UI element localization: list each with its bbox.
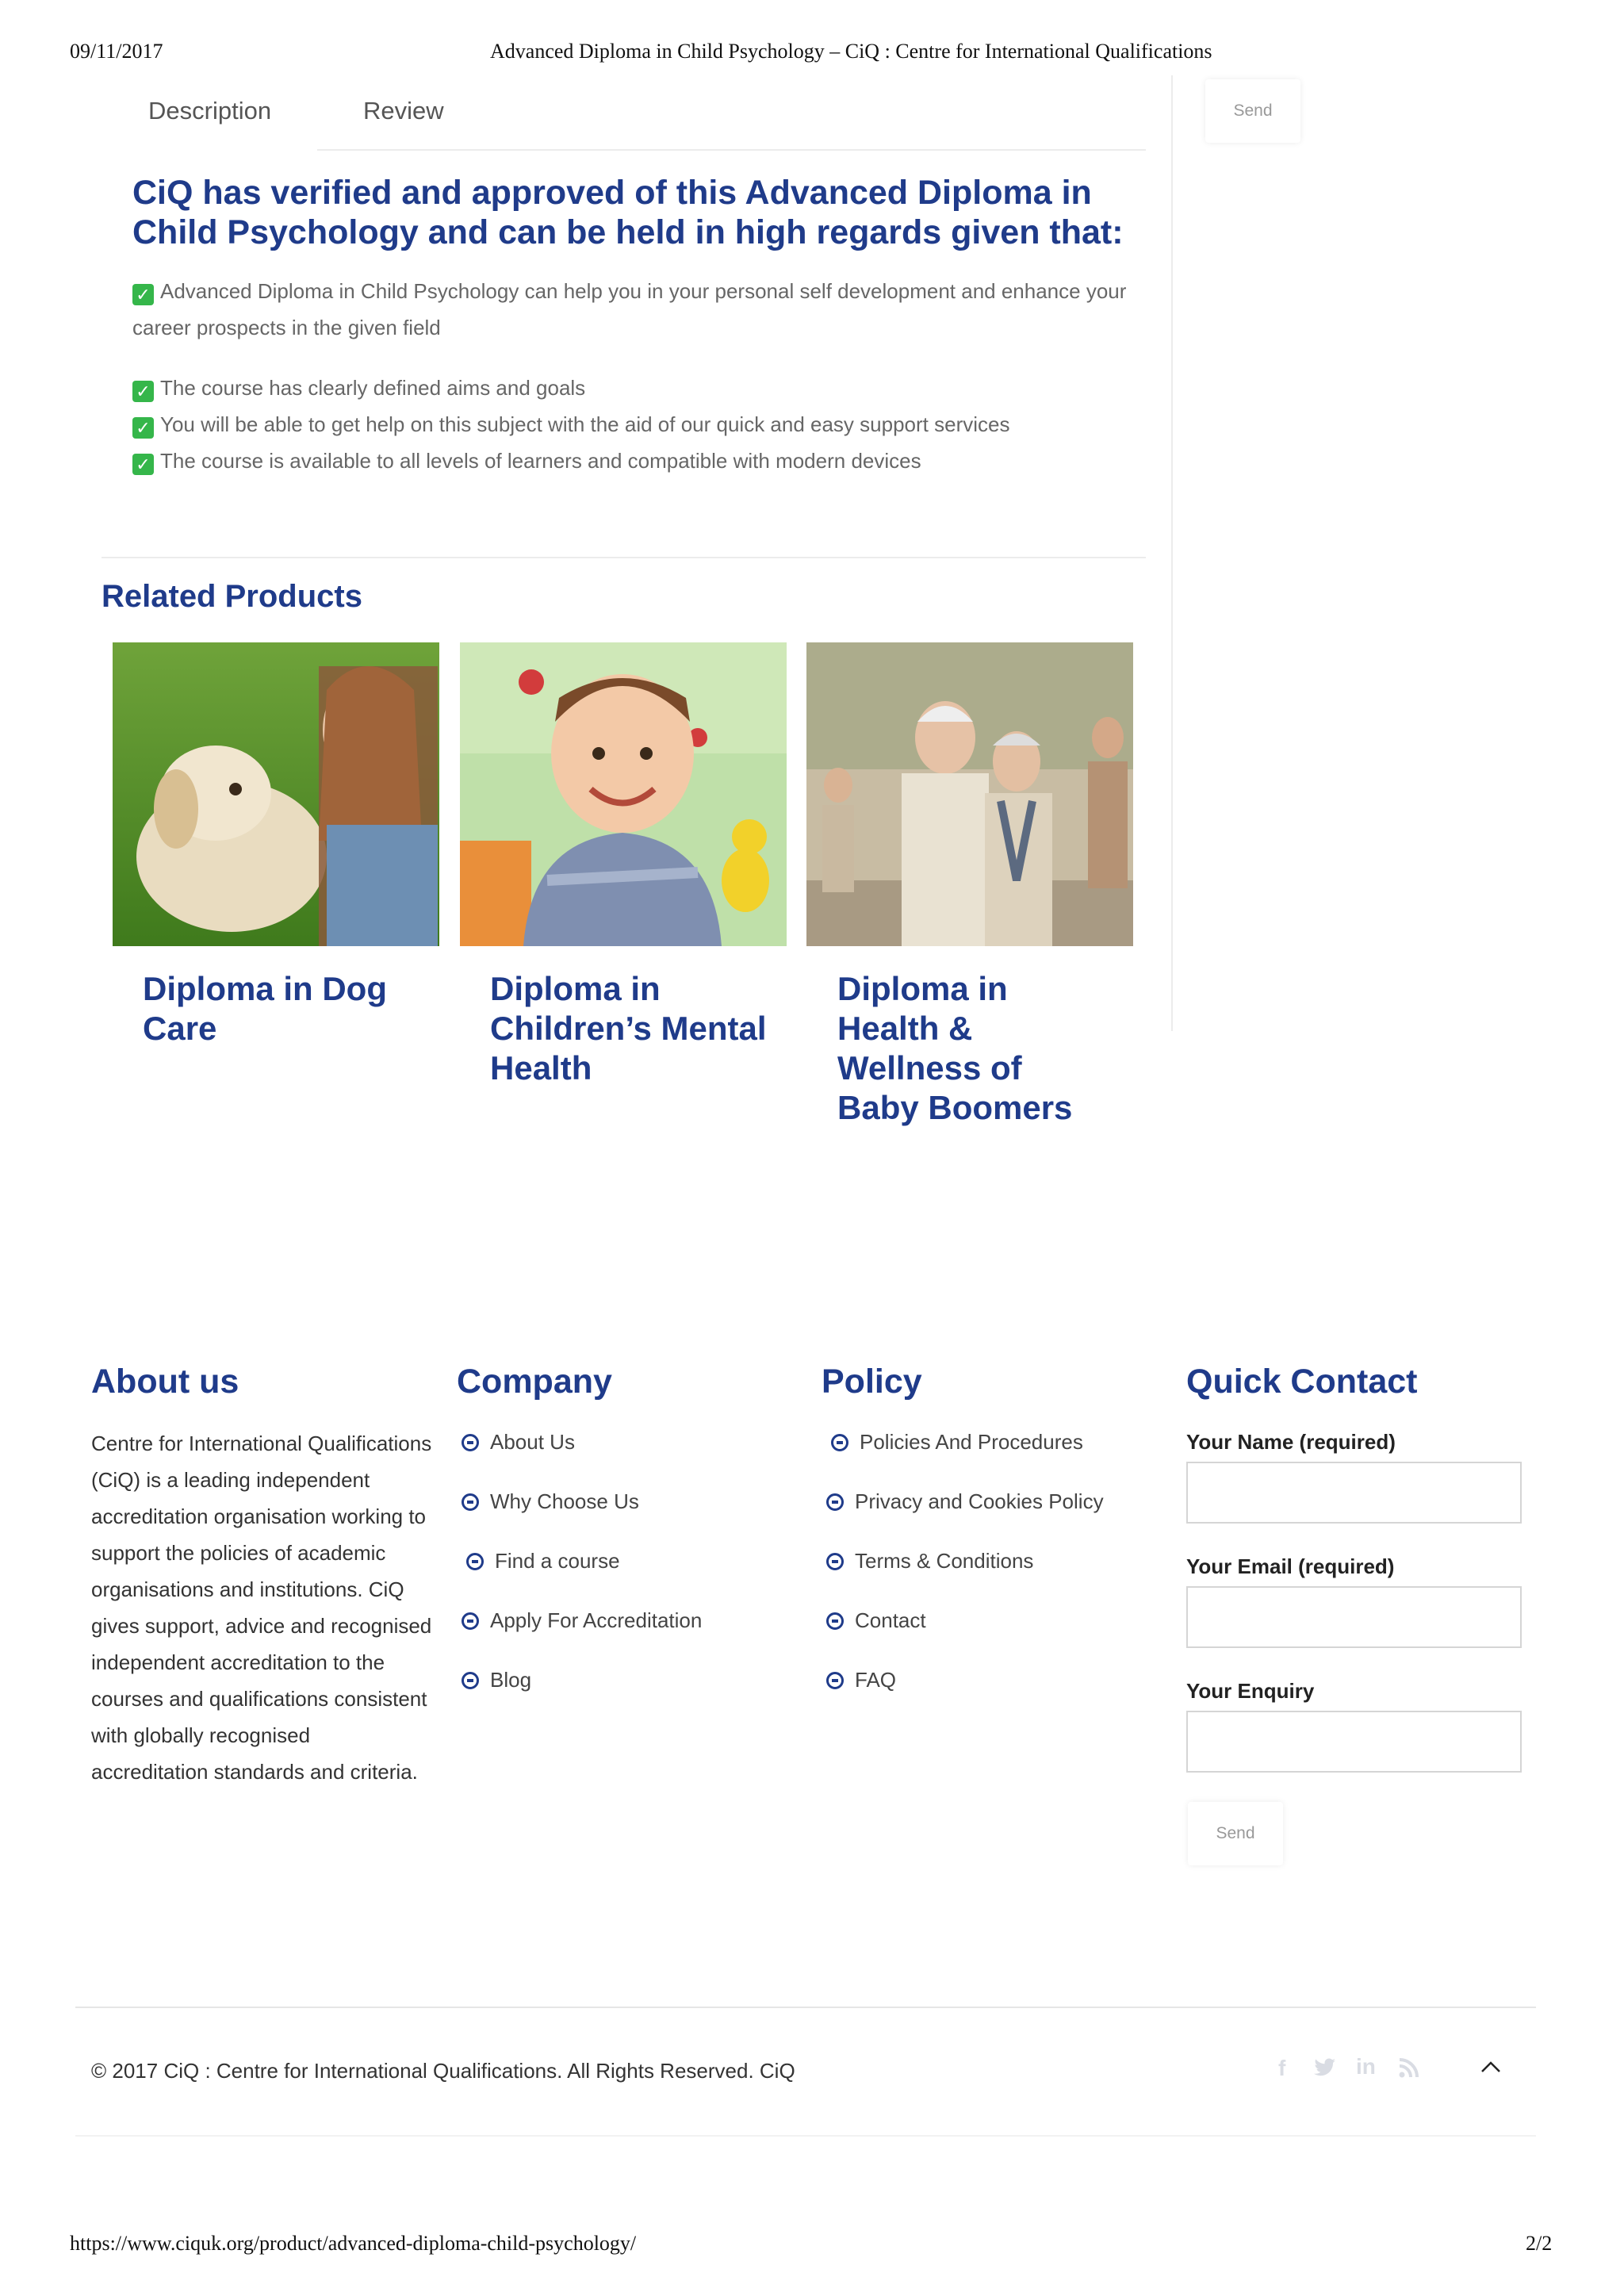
section-divider [102, 557, 1146, 558]
facebook-icon[interactable]: f [1278, 2056, 1286, 2080]
print-url: https://www.ciquk.org/product/advanced-diploma-child-psychology/ [70, 2232, 637, 2255]
tabs-divider [317, 149, 1146, 151]
arrow-circle-icon [462, 1493, 479, 1511]
child-photo-icon [460, 642, 787, 946]
footer-link-about-us[interactable]: About Us [462, 1430, 575, 1455]
checkmark-icon: ✓ [132, 284, 154, 305]
arrow-circle-icon [826, 1672, 844, 1689]
feature-item: ✓ You will be able to get help on this subject with the aid of our quick and easy support services [132, 406, 1136, 443]
twitter-icon[interactable] [1314, 2057, 1336, 2083]
print-page-title: Advanced Diploma in Child Psychology – CiQ : Centre for International Qualifications [490, 40, 1212, 63]
tab-description[interactable]: Description [148, 97, 272, 125]
product-image-baby-boomers[interactable] [806, 642, 1133, 946]
sidebar-send-button[interactable]: Send [1205, 79, 1300, 143]
contact-send-button[interactable]: Send [1188, 1802, 1283, 1865]
checkmark-icon: ✓ [132, 417, 154, 439]
sidebar-divider [1171, 75, 1173, 1031]
checkmark-icon: ✓ [132, 381, 154, 402]
product-title-childrens-mental-health[interactable]: Diploma in Children’s Mental Health [490, 970, 767, 1087]
enquiry-label: Your Enquiry [1186, 1679, 1315, 1703]
footer-company-heading: Company [457, 1363, 612, 1401]
product-title-baby-boomers[interactable]: Diploma in Health & Wellness of Baby Boomers [837, 970, 1073, 1126]
bottom-divider [75, 2135, 1536, 2137]
rss-icon[interactable] [1399, 2057, 1419, 2083]
footer-link-faq[interactable]: FAQ [826, 1668, 896, 1692]
back-to-top-icon[interactable] [1480, 2059, 1502, 2079]
arrow-circle-icon [831, 1434, 848, 1451]
product-image-dog-care[interactable] [113, 642, 439, 946]
related-products-heading: Related Products [102, 579, 362, 614]
feature-item: ✓ Advanced Diploma in Child Psychology can help you in your personal self development and enhance your career prospects in the given field [132, 279, 1127, 339]
footer-about-heading: About us [91, 1363, 239, 1401]
print-page-number: 2/2 [1526, 2232, 1553, 2255]
arrow-circle-icon [826, 1553, 844, 1570]
footer-link-terms[interactable]: Terms & Conditions [826, 1549, 1033, 1573]
email-label: Your Email (required) [1186, 1554, 1395, 1578]
arrow-circle-icon [826, 1612, 844, 1630]
arrow-circle-icon [462, 1434, 479, 1451]
footer-link-apply-for-accreditation[interactable]: Apply For Accreditation [462, 1608, 702, 1633]
feature-item: ✓ The course is available to all levels of learners and compatible with modern devices [132, 443, 1136, 479]
arrow-circle-icon [462, 1612, 479, 1630]
footer-link-why-choose-us[interactable]: Why Choose Us [462, 1489, 639, 1514]
features-heading: CiQ has verified and approved of this Advanced Diploma in Child Psychology and can be held in high regards given that: [132, 174, 1124, 251]
footer-link-contact[interactable]: Contact [826, 1608, 926, 1633]
linkedin-icon[interactable]: in [1356, 2054, 1376, 2079]
name-label: Your Name (required) [1186, 1430, 1396, 1454]
email-field[interactable] [1186, 1586, 1522, 1648]
arrow-circle-icon [466, 1553, 484, 1570]
footer-divider [75, 2007, 1536, 2008]
print-date: 09/11/2017 [70, 40, 163, 63]
footer-contact-heading: Quick Contact [1186, 1363, 1418, 1401]
arrow-circle-icon [462, 1672, 479, 1689]
checkmark-icon: ✓ [132, 454, 154, 475]
dog-photo-icon [113, 642, 439, 946]
seniors-photo-icon [806, 642, 1133, 946]
name-field[interactable] [1186, 1462, 1522, 1524]
feature-item: ✓ The course has clearly defined aims and goals [132, 370, 1136, 406]
footer-link-blog[interactable]: Blog [462, 1668, 531, 1692]
tab-review[interactable]: Review [363, 97, 444, 125]
footer-link-find-a-course[interactable]: Find a course [466, 1549, 620, 1573]
arrow-circle-icon [826, 1493, 844, 1511]
footer-link-privacy[interactable]: Privacy and Cookies Policy [826, 1489, 1104, 1514]
footer-about-text: Centre for International Qualifications (CiQ) is a leading independent accreditation organisation working to support the policies of academic organisations and institutions. CiQ gives support, advice and recognised independent accreditation to the courses and qualifications consistent with globally recognised accreditation standards and criteria. [91, 1432, 432, 1784]
footer-policy-heading: Policy [822, 1363, 922, 1401]
product-image-childrens-mental-health[interactable] [460, 642, 787, 946]
copyright-text: © 2017 CiQ : Centre for International Qualifications. All Rights Reserved. CiQ [91, 2059, 795, 2083]
product-title-dog-care[interactable]: Diploma in Dog Care [143, 970, 387, 1047]
footer-link-policies[interactable]: Policies And Procedures [831, 1430, 1083, 1455]
enquiry-field[interactable] [1186, 1711, 1522, 1773]
